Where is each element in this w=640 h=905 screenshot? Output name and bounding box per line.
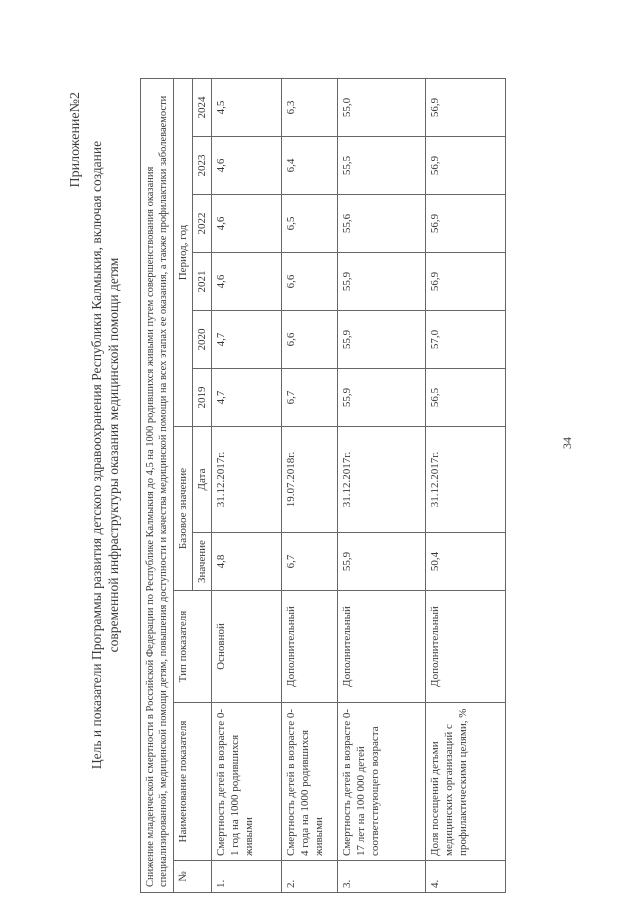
header-name: Наименование показателя — [174, 703, 212, 861]
cell-date: 31.12.2017г. — [338, 427, 426, 533]
header-value: Значение — [193, 533, 212, 591]
header-base: Базовое значение — [174, 427, 193, 591]
table-row — [338, 79, 426, 893]
cell-year: 4,6 — [212, 195, 282, 253]
cell-year: 55,5 — [338, 137, 426, 195]
cell-value: 55,9 — [338, 533, 426, 591]
header-no: № — [174, 861, 212, 893]
indicators-table — [140, 78, 506, 893]
cell-year: 6,7 — [282, 369, 338, 427]
cell-year: 55,9 — [338, 369, 426, 427]
header-year: 2023 — [193, 137, 212, 195]
appendix-label: Приложение№2 — [68, 92, 83, 188]
cell-date: 31.12.2017г. — [426, 427, 506, 533]
cell-year: 57,0 — [426, 311, 506, 369]
cell-name: Смертность детей в возрасте 0-1 год на 1000 родившихся живыми — [212, 703, 282, 861]
table-row — [426, 79, 506, 893]
header-year: 2019 — [193, 369, 212, 427]
cell-year: 4,7 — [212, 369, 282, 427]
header-year: 2024 — [193, 79, 212, 137]
goal-row — [141, 79, 174, 893]
cell-year: 56,9 — [426, 253, 506, 311]
table-row — [282, 79, 338, 893]
header-type: Тип показателя — [174, 591, 212, 703]
cell-name: Доля посещений детьми медицинских организаций с профилактическими целями, % — [426, 703, 506, 861]
cell-value: 50,4 — [426, 533, 506, 591]
cell-type: Дополнительный — [282, 591, 338, 703]
header-year: 2022 — [193, 195, 212, 253]
page-title: Цель и показатели Программы развития детского здравоохранения Республики Калмыкия, включая создание современной инфраструктуры оказания медицинской помощи детям — [89, 140, 121, 770]
header-year: 2021 — [193, 253, 212, 311]
cell-year: 4,5 — [212, 79, 282, 137]
cell-value: 6,7 — [282, 533, 338, 591]
cell-date: 19.07.2018г. — [282, 427, 338, 533]
cell-type: Дополнительный — [338, 591, 426, 703]
cell-year: 56,9 — [426, 195, 506, 253]
cell-year: 4,6 — [212, 253, 282, 311]
cell-year: 6,6 — [282, 253, 338, 311]
header-period: Период, год — [174, 79, 193, 427]
goal-text: Снижение младенческой смертности в Российской Федерации по Республике Калмыкия до 4,5 на 1000 родившихся живыми путем совершенствования оказания специализированной, медицинской помощи детям, повышения доступности и качества медицинской помощи на всех этапах ее оказания, а также профилактики заболеваемости — [141, 79, 174, 893]
header-row-1 — [174, 79, 193, 893]
cell-type: Основной — [212, 591, 282, 703]
cell-year: 6,4 — [282, 137, 338, 195]
cell-year: 56,9 — [426, 137, 506, 195]
cell-value: 4,8 — [212, 533, 282, 591]
cell-year: 55,9 — [338, 311, 426, 369]
cell-year: 6,5 — [282, 195, 338, 253]
header-year: 2020 — [193, 311, 212, 369]
cell-no: 2. — [282, 861, 338, 893]
cell-year: 6,3 — [282, 79, 338, 137]
cell-no: 3. — [338, 861, 426, 893]
cell-year: 55,0 — [338, 79, 426, 137]
cell-year: 4,7 — [212, 311, 282, 369]
cell-year: 56,5 — [426, 369, 506, 427]
cell-no: 1. — [212, 861, 282, 893]
cell-year: 55,9 — [338, 253, 426, 311]
table-row — [212, 79, 282, 893]
cell-type: Дополнительный — [426, 591, 506, 703]
cell-year: 6,6 — [282, 311, 338, 369]
cell-year: 56,9 — [426, 79, 506, 137]
cell-date: 31.12.2017г. — [212, 427, 282, 533]
page-number: 34 — [560, 437, 574, 449]
header-date: Дата — [193, 427, 212, 533]
cell-no: 4. — [426, 861, 506, 893]
cell-name: Смертность детей в возрасте 0-4 года на 1000 родившихся живыми — [282, 703, 338, 861]
cell-year: 55,6 — [338, 195, 426, 253]
cell-name: Смертность детей в возрасте 0-17 лет на 100 000 детей соответствующего возраста — [338, 703, 426, 861]
cell-year: 4,6 — [212, 137, 282, 195]
